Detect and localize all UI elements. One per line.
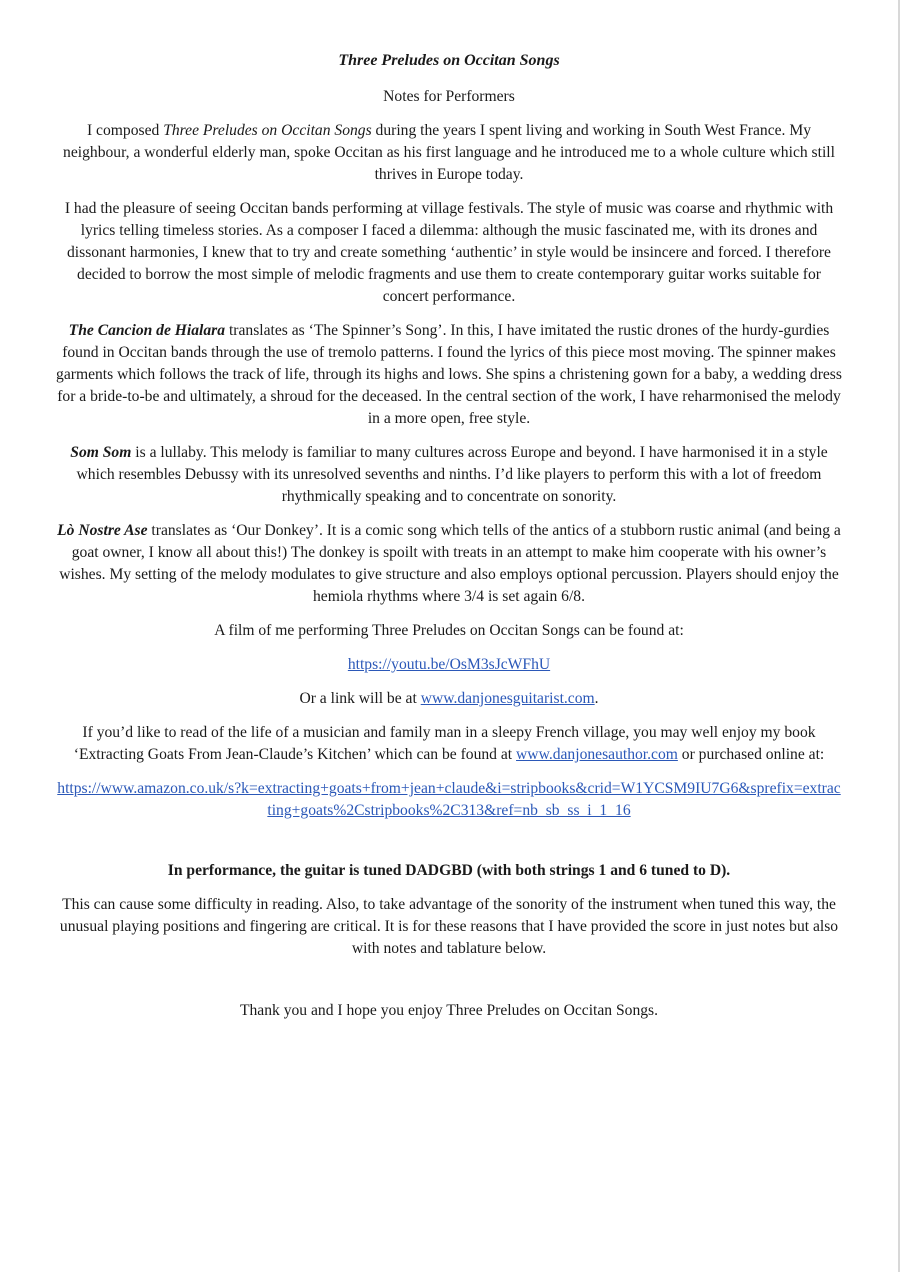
festival-paragraph: I had the pleasure of seeing Occitan bands performing at village festivals. The style of music was coarse and rhythmic with lyrics telling timeless stories. As a composer I faced a dilemma: although the music fascinated me, with its drones and dissonant harmonies, I knew that to try and create something ‘authentic’ in style would be insincere and forced. I therefore decided to borrow the most simple of melodic fragments and use them to create contemporary guitar works suitable for concert performance. — [64, 200, 834, 305]
cancion-text: translates as ‘The Spinner’s Song’. In this, I have imitated the rustic drones of the hurdy-gurdies found in Occitan bands through the use of tremolo patterns. I found the lyrics of this piece most moving. The spinner makes garments which follows the track of life, through its highs and lows. She spins a christening gown for a baby, a wedding dress for a bride-to-be and ultimately, a shroud for the deceased. In the central section of the work, I have reharmonised the melody in a more open, free style. — [56, 322, 842, 427]
book-text-before: If you’d like to read of the life of a musician and family man in a sleepy French village, you may well enjoy my book ‘Extracting Goats From Jean-Claude’s Kitchen’ which can be found at — [73, 724, 816, 763]
amazon-link[interactable]: https://www.amazon.co.uk/s?k=extracting+goats+from+jean+claude&i=stripbooks&crid=W1YCSM9IU7G6&sprefix=extracting+goats%2Cstripbooks%2C313&ref=nb_sb_ss_i_1_16 — [57, 780, 841, 819]
cancion-title: The Cancion de Hialara — [68, 322, 226, 339]
cancion-paragraph — [56, 320, 842, 430]
somsom-title: Som Som — [70, 444, 132, 461]
thanks-line: Thank you and I hope you enjoy Three Preludes on Occitan Songs. — [239, 1002, 659, 1019]
nostre-text: translates as ‘Our Donkey’. It is a comic song which tells of the antics of a stubborn rustic animal (and being a goat owner, I know all about this!) The donkey is spoilt with treats in an attempt to make him cooperate with his owner’s wishes. My setting of the melody modulates to give structure and also employs optional percussion. Players should enjoy the hemiola rhythms where 3/4 is set again 6/8. — [59, 522, 841, 605]
intro-work-title: Three Preludes on Occitan Songs — [163, 122, 372, 139]
document-title: Three Preludes on Occitan Songs — [338, 52, 560, 69]
document-content — [56, 50, 842, 1034]
nostre-title: Lò Nostre Ase — [57, 522, 148, 539]
book-paragraph — [56, 722, 842, 766]
book-text-after: or purchased online at: — [677, 746, 825, 763]
nostre-paragraph — [56, 520, 842, 608]
youtube-link[interactable]: https://youtu.be/OsM3sJcWFhU — [347, 656, 551, 673]
somsom-text: is a lullaby. This melody is familiar to many cultures across Europe and beyond. I have harmonised it in a style which resembles Debussy with its unresolved sevenths and ninths. I’d like players to perform this with a lot of freedom rhythmically speaking and to concentrate on sonority. — [76, 444, 828, 505]
youtube-link-line — [56, 654, 842, 676]
guitarist-site-link[interactable]: www.danjonesguitarist.com — [420, 690, 595, 707]
film-paragraph: A film of me performing Three Preludes on Occitan Songs can be found at: — [214, 622, 684, 639]
tuning-heading: In performance, the guitar is tuned DADGBD (with both strings 1 and 6 tuned to D). — [167, 862, 731, 879]
or-link-paragraph — [56, 688, 842, 710]
intro-text-a: I composed — [86, 122, 164, 139]
intro-paragraph — [56, 120, 842, 186]
somsom-paragraph — [56, 442, 842, 508]
tuning-note-paragraph: This can cause some difficulty in reading. Also, to take advantage of the sonority of the instrument when tuned this way, the unusual playing positions and fingering are critical. It is for these reasons that I have provided the score in just notes but also with notes and tablature below. — [59, 896, 839, 957]
author-site-link[interactable]: www.danjonesauthor.com — [516, 746, 678, 763]
or-link-after: . — [594, 690, 599, 707]
intro-text-b: during the years I spent living and working in South West France. My neighbour, a wonderful elderly man, spoke Occitan as his first language and he introduced me to a whole culture which still thrives in Europe today. — [63, 122, 835, 183]
amazon-link-line — [56, 778, 842, 822]
document-subtitle: Notes for Performers — [383, 88, 515, 105]
or-link-before: Or a link will be at — [299, 690, 421, 707]
